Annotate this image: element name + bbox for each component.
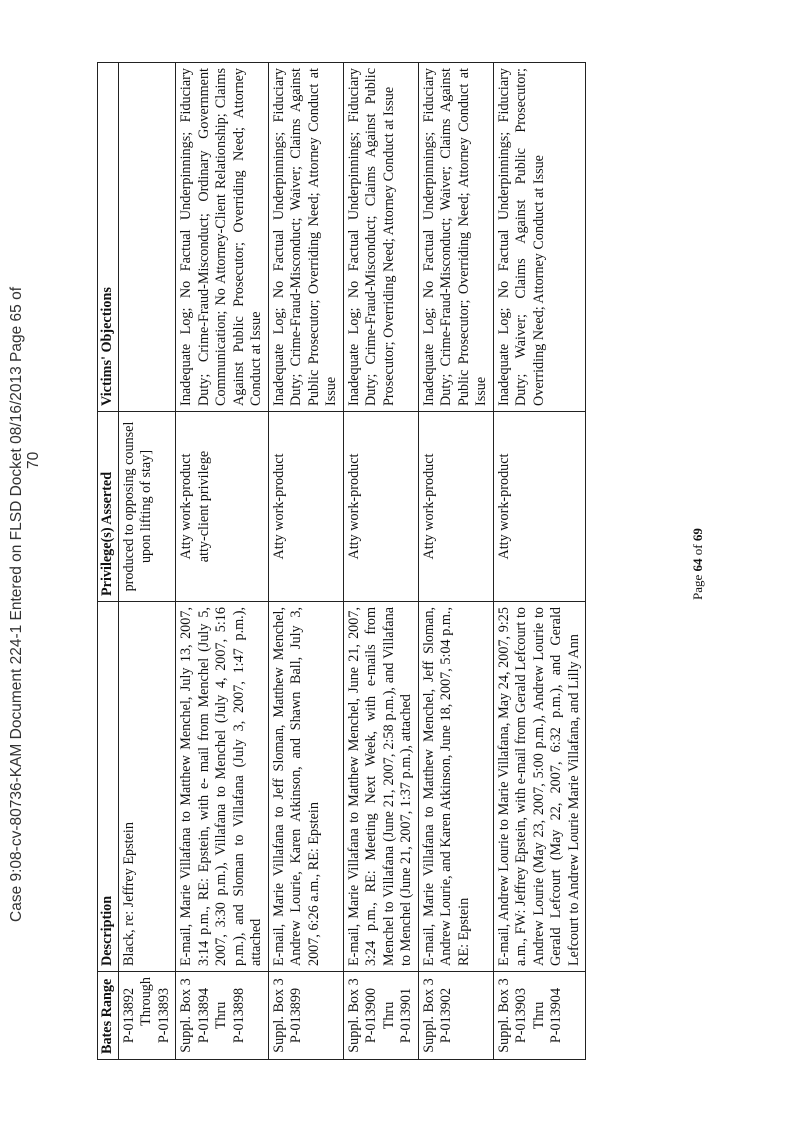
privilege-line: Atty work-product <box>495 453 512 560</box>
bates-line: P-013903 <box>513 987 529 1044</box>
column-header-description: Description <box>98 602 119 972</box>
table-header-row <box>98 63 119 1060</box>
table-row <box>118 63 176 1060</box>
privilege-line: Atty work-product <box>345 453 362 560</box>
footer-middle: of <box>690 541 705 559</box>
description-cell: E-mail, Marie Villafana to Matthew Menchel, July 13, 2007, 3:14 p.m., RE: Epstein, with e- mail from Menchel (July 5, 2007, 3:30 p.m.), Villafana to Menchel (July 4, 2007, 5:16 p.m.), and Sloman to Villafana (July 3, 2007, 1:47 p.m.), attached <box>176 602 269 972</box>
privilege-line: Atty work-product <box>178 453 194 560</box>
bates-line: P-013899 <box>288 987 304 1044</box>
privilege-cell <box>118 412 176 602</box>
privilege-line: produced to opposing counsel upon lifting of stay] <box>120 421 154 592</box>
column-header-privilege: Privilege(s) Asserted <box>98 412 119 602</box>
bates-line: Thru <box>213 1001 229 1030</box>
bates-line: P-013900 <box>363 987 379 1044</box>
objections-cell: Inadequate Log; No Factual Underpinnings; Fiduciary Duty; Crime-Fraud-Misconduct; Ordinary Government Communication; No Attorney-Client Relationship; Claims Against Public Prosecutor; Overriding Need; Attorney Conduct at Issue <box>176 63 269 412</box>
description-cell: E-mail, Marie Villafana to Matthew Menchel, June 21, 2007, 3:24 p.m., RE: Meeting Next Week, with e-mails from Menchel to Villafana (June 21, 2007, 2:58 p.m.), and Villafana to Menchel (June 21, 2007, 1:37 p.m.), attached <box>343 602 418 972</box>
bates-line: Suppl. Box 3 <box>495 978 512 1053</box>
bates-line: P-013901 <box>398 987 414 1044</box>
privilege-cell <box>493 412 586 602</box>
table-row <box>418 63 493 1060</box>
privilege-cell <box>418 412 493 602</box>
objections-cell: Inadequate Log; No Factual Underpinnings; Fiduciary Duty; Crime-Fraud-Misconduct; Waiver; Claims Against Public Prosecutor; Overriding Need; Attorney Conduct at Issue <box>268 63 343 412</box>
privilege-cell <box>176 412 269 602</box>
objections-cell <box>118 63 176 412</box>
privilege-line: Atty work-product <box>420 453 437 560</box>
description-cell: E-mail, Marie Villafana to Matthew Menchel, Jeff Sloman, Andrew Lourie, and Karen Atkinson, June 18, 2007, 5:04 p.m., RE: Epstein <box>418 602 493 972</box>
page-footer <box>690 528 706 600</box>
footer-prefix: Page <box>690 571 705 600</box>
objections-cell: Inadequate Log; No Factual Underpinnings; Fiduciary Duty; Crime-Fraud-Misconduct; Claims Against Public Prosecutor; Overriding Need; Attorney Conduct at Issue <box>343 63 418 412</box>
table-row <box>176 63 269 1060</box>
bates-line: Suppl. Box 3 <box>345 978 362 1053</box>
privilege-line: atty-client privilege <box>195 450 212 563</box>
description-cell: Black, re: Jeffrey Epstein <box>118 602 176 972</box>
bates-line: Thru <box>380 1001 397 1030</box>
bates-line: P-013898 <box>230 987 247 1044</box>
bates-cell <box>493 972 586 1060</box>
bates-cell <box>418 972 493 1060</box>
table-row <box>343 63 418 1060</box>
bates-line: Suppl. Box 3 <box>420 978 437 1053</box>
court-filing-header <box>8 286 42 922</box>
privilege-line: Atty work-product <box>270 453 287 560</box>
column-header-bates: Bates Range <box>98 972 119 1060</box>
bates-line: P-013902 <box>438 987 454 1044</box>
footer-total-pages: 69 <box>690 528 705 542</box>
table-row <box>493 63 586 1060</box>
description-cell: E-mail, Marie Villafana to Jeff Sloman, Matthew Menchel, Andrew Lourie, Karen Atkinson, and Shawn Ball, July 3, 2007, 6:26 a.m., RE: Epstein <box>268 602 343 972</box>
bates-line: P-013892 <box>120 987 137 1044</box>
privilege-cell <box>343 412 418 602</box>
table-row <box>268 63 343 1060</box>
footer-current-page: 64 <box>690 558 705 572</box>
objections-cell: Inadequate Log; No Factual Underpinnings; Fiduciary Duty; Crime-Fraud-Misconduct; Waiver; Claims Against Public Prosecutor; Overriding Need; Attorney Conduct at Issue <box>418 63 493 412</box>
bates-line: Through <box>138 977 154 1026</box>
header-line-1: Case 9:08-cv-80736-KAM Document 224-1 Entered on FLSD Docket 08/16/2013 Page 65 of <box>8 286 25 922</box>
bates-cell <box>118 972 176 1060</box>
privilege-log-table <box>97 62 586 1060</box>
bates-line: P-013893 <box>155 987 172 1044</box>
objections-cell: Inadequate Log; No Factual Underpinnings; Fiduciary Duty; Waiver; Claims Against Public Prosecutor; Overriding Need; Attorney Conduct at Issue <box>493 63 586 412</box>
bates-line: P-013894 <box>195 987 212 1044</box>
privilege-cell <box>268 412 343 602</box>
bates-cell <box>176 972 269 1060</box>
bates-cell <box>343 972 418 1060</box>
description-cell: E-mail, Andrew Lourie to Marie Villafana, May 24, 2007, 9:25 a.m., FW: Jeffrey Epstein, with e-mail from Gerald Lefcourt to Andrew Lourie (May 23, 2007, 5:00 p.m.), Andrew Lourie to Gerald Lefcourt (May 22, 2007, 6:32 p.m.), and Gerald Lefcourt to Andrew Lourie Marie Villafana, and Lilly Ann <box>493 602 586 972</box>
privilege-log-container <box>97 63 787 1060</box>
column-header-objections: Victims' Objections <box>98 63 119 412</box>
bates-cell <box>268 972 343 1060</box>
bates-line: Suppl. Box 3 <box>178 978 194 1053</box>
bates-line: Suppl. Box 3 <box>270 978 287 1053</box>
bates-line: Thru <box>530 1001 547 1030</box>
bates-line: P-013904 <box>548 987 564 1044</box>
header-line-2: 70 <box>25 451 42 469</box>
